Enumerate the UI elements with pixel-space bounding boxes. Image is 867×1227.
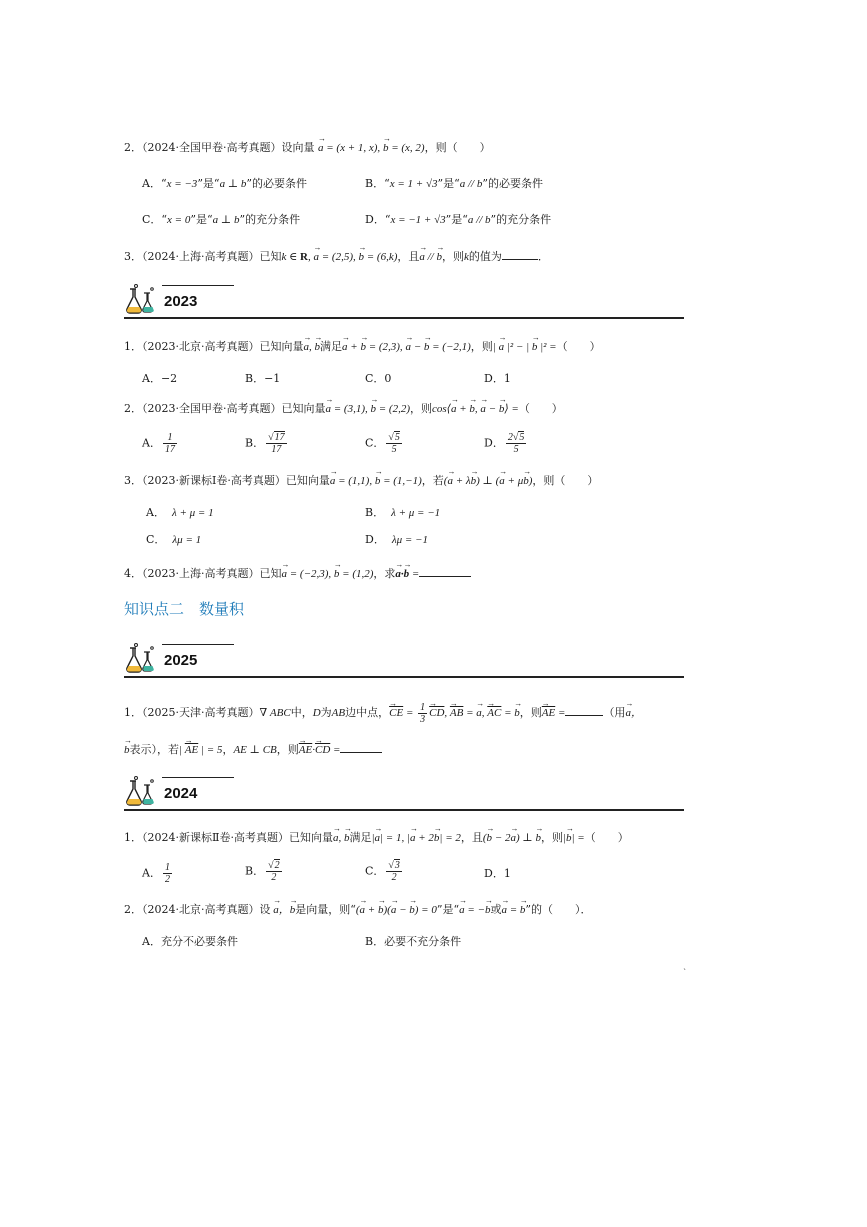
q2024a-q2-stem [124, 140, 491, 156]
math-formula: → a = (x + 1, x), → b = (x, 2) [318, 142, 425, 154]
flask-icon [124, 642, 160, 678]
flask-icon [124, 283, 160, 319]
q2024a-q3-stem: 3．（2024·上海·高考真题）已知k ∈ R, → a = (2,5), → b = (6,k)，且→ a // → b，则k的值为 ． [124, 248, 549, 265]
year-label: 2025 [164, 652, 198, 669]
option-c[interactable]: C． $\frac{√5}{5}$ [365, 432, 400, 455]
option-c[interactable]: C． $\frac{√3}{2}$ [365, 860, 400, 883]
q2024b-q2-stem: 2．（2024·北京·高考真题）设 → a，→ b是向量，则“(→ a + → b)(→ a − → b) = 0”是“→ a = −→ b或→ a = → b”的（ ）． [124, 902, 592, 918]
option-b[interactable]: B．−1 [245, 372, 281, 385]
q2025-q1-line2: → b表示），若| → $\overline{AE}$ | = 5，AE ⊥ CB，则→ $\overline{AE}\cdot\to \overline{CD}$ = [124, 741, 382, 758]
q2023-q2-stem: 2．（2023·全国甲卷·高考真题）已知向量→ a = (3,1), → b = (2,2)，则cos⟨→ a + → b, → a − → b⟩ =（ ） [124, 401, 563, 417]
option-b[interactable]: B． $\frac{√2}{2}$ [245, 860, 280, 883]
option-b[interactable]: B． λ + μ = −1 [365, 506, 441, 519]
option-d[interactable]: D． $\frac{2√5}{5}$ [484, 432, 525, 455]
stray-mark: ` [683, 968, 687, 977]
year-label: 2024 [164, 785, 198, 802]
option-a[interactable]: A．“x = −3”是“a ⊥ b”的必要条件 [142, 177, 308, 190]
math-formula: k ∈ R, → a = (2,5), → b = (6,k) [282, 251, 398, 263]
year-label: 2023 [164, 293, 198, 310]
year-header-2023 [124, 283, 684, 319]
q2024b-q1-stem: 1．（2024·新课标Ⅱ卷·高考真题）已知向量→ a, → b满足|→ a| = 1, |→ a + 2→ b| = 2，且(→ b − 2→ a) ⊥ → b，则|→ b| =（ ） [124, 830, 629, 846]
flask-icon [124, 775, 160, 811]
option-a[interactable]: A． λ + μ = 1 [146, 506, 214, 519]
section-title: 知识点二 数量积 [124, 600, 245, 618]
q2023-q4-stem: 4．（2023·上海·高考真题）已知→ a = (−2,3), → b = (1,2)，求→ a·→ b = [124, 565, 471, 582]
answer-blank[interactable] [502, 248, 538, 260]
option-a[interactable]: A． $\frac{1}{17}$ [142, 432, 175, 455]
answer-blank[interactable] [419, 565, 471, 577]
option-d[interactable]: D．1 [484, 867, 511, 880]
option-d[interactable]: D． λμ = −1 [365, 533, 428, 546]
option-a[interactable]: A．−2 [142, 372, 178, 385]
q2025-q1-line1: 1．（2025·天津·高考真题）∇ ABC中，D为AB边中点，→ $\overline{CE}$ = $\frac{1}{3}$ → $\overline{CD}$, → $\overline{AB}$ = → a, → $\overline{AC}$ = → b，则→ $\overline{AE}$ = （用→ a， [124, 702, 642, 725]
answer-blank[interactable] [565, 704, 603, 716]
answer-blank[interactable] [340, 741, 382, 753]
q2023-q3-stem: 3．（2023·新课标Ⅰ卷·高考真题）已知向量→ a = (1,1), → b = (1,−1)，若(→ a + λ→ b) ⊥ (→ a + μ→ b)，则（ ） [124, 473, 598, 489]
year-header-2024 [124, 775, 684, 811]
year-header-2025 [124, 642, 684, 678]
option-b[interactable]: B． $\frac{√17}{17}$ [245, 432, 285, 455]
option-d[interactable]: D．“x = −1 + √3”是“a // b”的充分条件 [365, 213, 552, 226]
option-d[interactable]: D．1 [484, 372, 511, 385]
option-a[interactable]: A． $\frac{1}{2}$ [142, 862, 170, 885]
q2023-q1-stem: 1．（2023·北京·高考真题）已知向量→ a, → b满足→ a + → b = (2,3), → a − → b = (−2,1)，则| → a |² − | → b |² =（ ） [124, 339, 601, 355]
option-a[interactable]: A．充分不必要条件 [142, 935, 238, 948]
q-stem-text: 2．（2024·全国甲卷·高考真题）设向量 [124, 141, 315, 154]
q-stem-text: ，则（ ） [424, 141, 491, 154]
option-b[interactable]: B．“x = 1 + √3”是“a // b”的必要条件 [365, 177, 543, 190]
option-c[interactable]: C．0 [365, 372, 392, 385]
option-b[interactable]: B．必要不充分条件 [365, 935, 462, 948]
option-c[interactable]: C．“x = 0”是“a ⊥ b”的充分条件 [142, 213, 301, 226]
option-c[interactable]: C． λμ = 1 [146, 533, 202, 546]
